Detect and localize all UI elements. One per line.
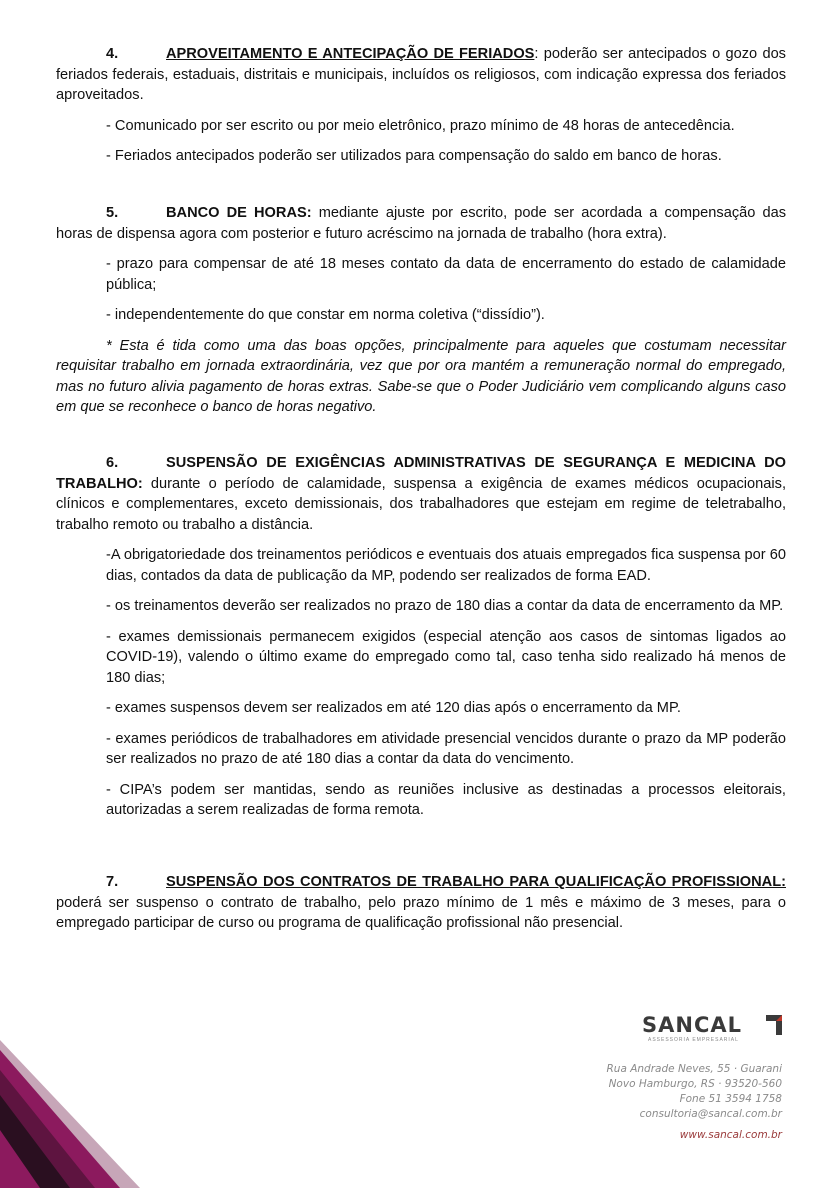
section-4-number: 4.	[106, 46, 119, 62]
section-6-item: - exames demissionais permanecem exigidos (especial atenção aos casos de sintomas ligados ao COVID-19), valendo o último exame do empregado como tal, caso tenha sido realizado há menos de 180 dias;	[106, 628, 786, 686]
section-6-item: - exames periódicos de trabalhadores em atividade presencial vencidos durante o prazo da MP poderão ser realizados no prazo de até 180 dias a contar da data do vencimento.	[106, 730, 786, 767]
address-line: Fone 51 3594 1758	[679, 1093, 782, 1105]
section-4-item: - Comunicado por ser escrito ou por meio eletrônico, prazo mínimo de 48 horas de antecedência.	[106, 117, 735, 134]
section-5-heading: BANCO DE HORAS:	[166, 205, 312, 221]
section-7-intro: poderá ser suspenso o contrato de trabalho, pelo prazo mínimo de 1 mês e máximo de 3 meses, para o empregado participar de curso ou programa de qualificação profissional não presencial.	[56, 894, 786, 931]
section-7-number: 7.	[106, 874, 119, 890]
website-link[interactable]: www.sancal.com.br	[679, 1129, 782, 1141]
sancal-mark-icon	[766, 1015, 782, 1035]
section-5-paragraph	[56, 203, 786, 244]
section-7-heading: SUSPENSÃO DOS CONTRATOS DE TRABALHO PARA QUALIFICAÇÃO PROFISSIONAL:	[166, 874, 786, 890]
section-6-number: 6.	[106, 455, 119, 471]
sancal-logo	[642, 1012, 784, 1046]
email-link[interactable]: consultoria@sancal.com.br	[639, 1108, 782, 1120]
section-7	[56, 872, 786, 934]
section-4-item: - Feriados antecipados poderão ser utilizados para compensação do saldo em banco de horas.	[106, 148, 722, 164]
corner-decoration-icon	[0, 1040, 140, 1188]
section-5-number: 5.	[106, 205, 119, 221]
section-7-paragraph	[56, 872, 786, 934]
section-4-paragraph	[56, 44, 786, 106]
section-5-item: - prazo para compensar de até 18 meses contato da data de encerramento do estado de calamidade pública;	[106, 256, 786, 293]
section-5-note: * Esta é tida como uma das boas opções, principalmente para aqueles que costumam necessitar requisitar trabalho em jornada extraordinária, vez que por ora mantém a remuneração normal do empregado, mas no futuro alivia pagamento de horas extras. Sabe-se que o Poder Judiciário vem complicando alguns caso em que se reconhece o banco de horas negativo.	[56, 337, 786, 415]
section-6	[56, 453, 786, 821]
address-line: Novo Hamburgo, RS · 93520-560	[608, 1078, 782, 1090]
section-6-item: - os treinamentos deverão ser realizados no prazo de 180 dias a contar da data de encerramento da MP.	[106, 598, 784, 614]
logo-text: SANCAL	[642, 1013, 742, 1037]
section-5-intro: mediante ajuste por escrito, pode ser acordada a compensação das horas de dispensa agora com posterior e futuro acréscimo na jornada de trabalho (hora extra).	[56, 205, 787, 242]
section-4	[56, 44, 786, 167]
section-5	[56, 203, 786, 418]
logo-tagline: ASSESSORIA EMPRESARIAL	[648, 1037, 739, 1043]
section-6-item: -A obrigatoriedade dos treinamentos periódicos e eventuais dos atuais empregados fica suspensa por 60 dias, contados da data de publicação da MP, podendo ser realizados de forma EAD.	[106, 547, 786, 584]
section-6-intro: durante o período de calamidade, suspensa a exigência de exames médicos ocupacionais, clínicos e complementares, exceto demissionais, dos trabalhadores que estejam em regime de teletrabalho, trabalho remoto ou trabalho a distância.	[56, 475, 786, 533]
section-6-paragraph	[56, 453, 786, 535]
section-6-heading: SUSPENSÃO DE EXIGÊNCIAS ADMINISTRATIVAS DE SEGURANÇA E MEDICINA DO TRABALHO:	[56, 455, 786, 492]
section-6-item: - CIPA’s podem ser mantidas, sendo as reuniões inclusive as destinadas a processos eleitorais, autorizadas a serem realizadas de forma remota.	[106, 781, 786, 818]
address-line: Rua Andrade Neves, 55 · Guarani	[606, 1063, 782, 1075]
section-5-item: - independentemente do que constar em norma coletiva (“dissídio”).	[106, 307, 545, 323]
footer-address	[607, 1062, 783, 1122]
section-4-intro: : poderão ser antecipados o gozo dos feriados federais, estaduais, distritais e municipais, incluídos os religiosos, com indicação expressa dos feriados aproveitados.	[56, 46, 786, 103]
section-6-item: - exames suspensos devem ser realizados em até 120 dias após o encerramento da MP.	[106, 700, 681, 716]
section-4-heading: APROVEITAMENTO E ANTECIPAÇÃO DE FERIADOS	[166, 46, 535, 62]
